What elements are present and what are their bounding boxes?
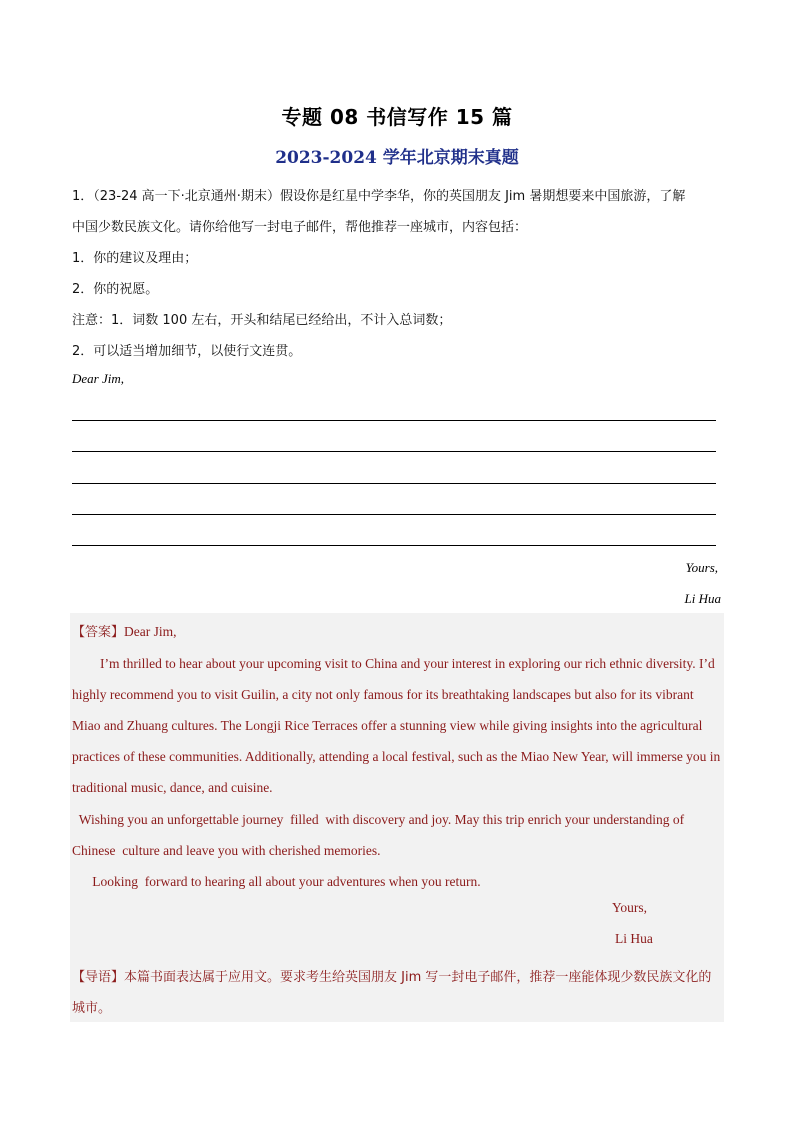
- guide-text: 本篇书面表达属于应用文。要求考生给英国朋友 Jim 写一封电子邮件，推荐一座能体现少数民族文化的城市。: [72, 970, 712, 1016]
- answer-header: [72, 620, 177, 645]
- guide-section: [72, 962, 724, 1024]
- answer-closing: Yours,: [612, 900, 648, 915]
- guide-tag: 【导语】: [72, 970, 125, 985]
- page-title: 专题 08 书信写作 15 篇: [281, 105, 513, 129]
- question-point: 2．你的祝愿。: [72, 282, 159, 297]
- answer-signature: Li Hua: [615, 931, 653, 946]
- letter-closing: Yours,: [685, 560, 718, 575]
- answer-paragraph: [72, 648, 722, 803]
- letter-signature: Li Hua: [684, 591, 721, 606]
- writing-line: [72, 514, 716, 515]
- letter-salutation: Dear Jim,: [72, 371, 124, 386]
- writing-line: [72, 545, 716, 546]
- page-subtitle: 2023-2024 学年北京期末真题: [275, 148, 519, 168]
- answer-paragraph-text: Looking forward to hearing all about your adventures when you return.: [72, 874, 481, 889]
- question-note: 2．可以适当增加细节，以使行文连贯。: [72, 344, 302, 359]
- answer-paragraph: [72, 804, 722, 866]
- question-point: 1．你的建议及理由；: [72, 251, 198, 266]
- answer-paragraph-text: Wishing you an unforgettable journey filled with discovery and joy. May this trip enrich your understanding of Chinese culture and leave you with cherished memories.: [72, 812, 688, 858]
- question-line: 1．（23-24 高一下·北京通州·期末）假设你是红星中学李华，你的英国朋友 Jim 暑期想要来中国旅游，了解: [72, 189, 686, 204]
- question-note: 注意：1．词数 100 左右，开头和结尾已经给出，不计入总词数；: [72, 313, 452, 328]
- answer-paragraph-text: I’m thrilled to hear about your upcoming visit to China and your interest in exploring our rich ethnic diversity. I’d highly recommend you to visit Guilin, a city not only famous for its breathtaking landscapes but also for its vibrant Miao and Zhuang cultures. The Longji Rice Terraces offer a stunning view while giving insights into the agricultural practices of these communities. Additionally, attending a local festival, such as the Miao New Year, will immerse you in traditional music, dance, and cuisine.: [72, 656, 721, 795]
- answer-salutation: Dear Jim,: [124, 624, 177, 639]
- answer-paragraph: [72, 866, 722, 897]
- question-prompt: [72, 181, 724, 367]
- question-line: 中国少数民族文化。请你给他写一封电子邮件，帮他推荐一座城市，内容包括：: [72, 220, 528, 235]
- writing-line: [72, 420, 716, 421]
- writing-line: [72, 451, 716, 452]
- writing-line: [72, 483, 716, 484]
- answer-tag: 【答案】: [72, 625, 125, 640]
